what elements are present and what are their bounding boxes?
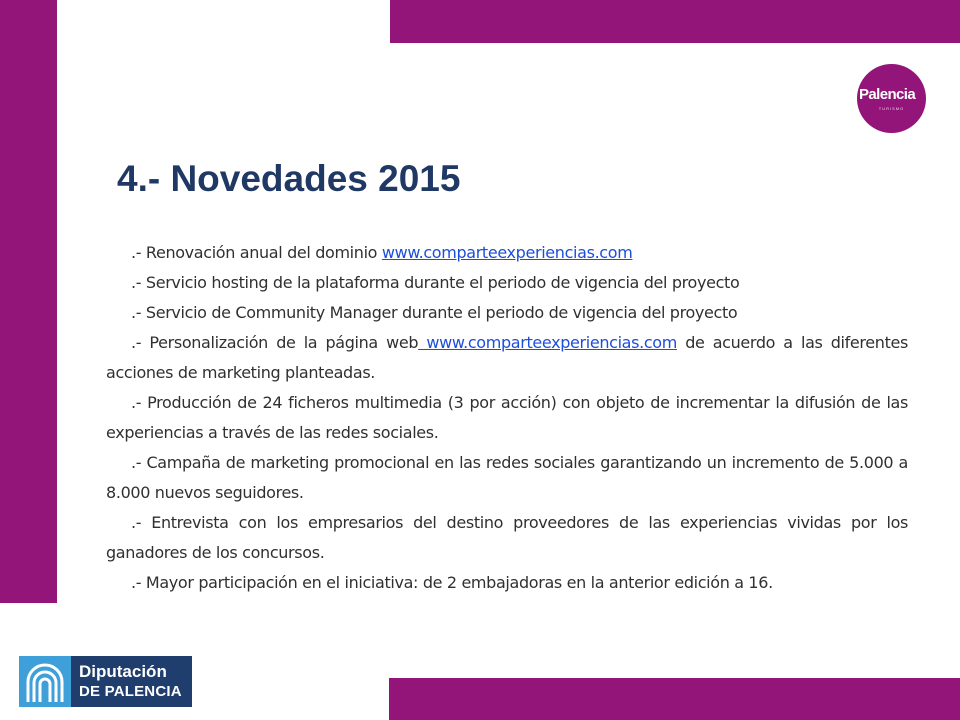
slide-title: 4.- Novedades 2015	[117, 158, 461, 199]
diputacion-logo-line1: Diputación	[79, 662, 167, 681]
list-item-text: .- Personalización de la página web	[131, 333, 419, 352]
list-item: .- Entrevista con los empresarios del destino proveedores de las experiencias vividas por los ganadores de los concursos.	[106, 513, 908, 562]
list-item-text: de acuerdo a las diferentes acciones de marketing planteadas.	[106, 333, 908, 382]
list-item	[106, 328, 908, 388]
list-item	[106, 238, 908, 268]
left-accent-bar	[0, 0, 57, 603]
list-item-text: .- Renovación anual del dominio	[131, 243, 382, 262]
novedades-list	[106, 238, 908, 598]
diputacion-logo	[19, 656, 192, 707]
list-item: .- Mayor participación en el iniciativa: de 2 embajadoras en la anterior edición a 16.	[131, 573, 773, 592]
domain-link[interactable]: www.comparteexperiencias.com	[381, 243, 633, 262]
list-item: .- Servicio hosting de la plataforma durante el periodo de vigencia del proyecto	[131, 273, 740, 292]
palencia-logo-subtitle: TURISMO	[878, 106, 905, 111]
diputacion-arch-icon	[19, 656, 71, 707]
list-item: .- Campaña de marketing promocional en las redes sociales garantizando un incremento de 5.000 a 8.000 nuevos seguidores.	[106, 453, 908, 502]
list-item: .- Servicio de Community Manager durante el periodo de vigencia del proyecto	[131, 303, 738, 322]
palencia-turismo-logo	[857, 64, 926, 133]
list-item: .- Producción de 24 ficheros multimedia (3 por acción) con objeto de incrementar la difusión de las experiencias a través de las redes sociales.	[106, 393, 908, 442]
web-link[interactable]: www.comparteexperiencias.com	[418, 333, 677, 352]
diputacion-logo-line2: DE PALENCIA	[79, 683, 182, 700]
top-accent-bar	[390, 0, 960, 43]
palencia-logo-word: Palencia	[859, 86, 916, 103]
bottom-accent-bar	[389, 678, 960, 720]
